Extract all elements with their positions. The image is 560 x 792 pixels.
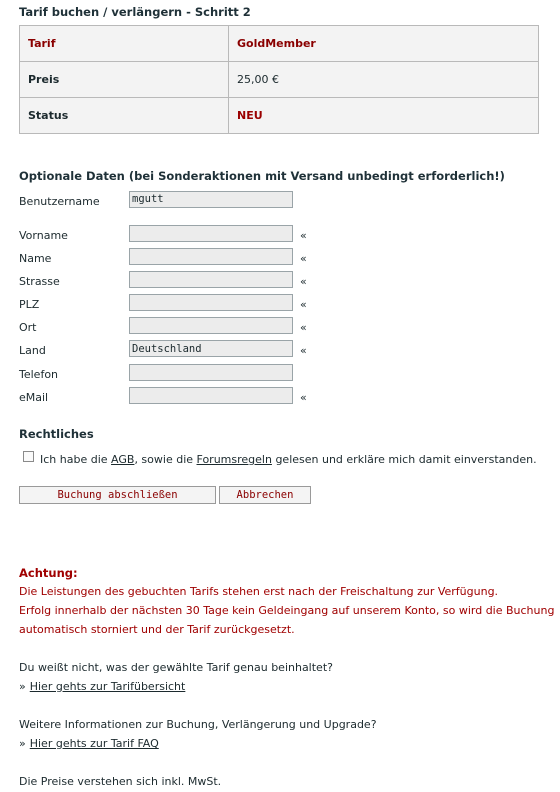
- arrow-icon: »: [19, 737, 26, 750]
- warning-heading: Achtung:: [19, 566, 78, 580]
- plz-label: PLZ: [19, 298, 40, 311]
- required-marker: «: [300, 229, 307, 242]
- plz-field[interactable]: [129, 294, 293, 311]
- cancel-button[interactable]: Abbrechen: [219, 486, 311, 504]
- warning-line: Erfolg innerhalb der nächsten 30 Tage kein Geldeingang auf unserem Konto, so wird die Buchung: [19, 604, 555, 617]
- strasse-field[interactable]: [129, 271, 293, 288]
- legal-heading: Rechtliches: [19, 427, 94, 441]
- agree-checkbox[interactable]: [23, 451, 34, 462]
- required-marker: «: [300, 275, 307, 288]
- telefon-field[interactable]: [129, 364, 293, 381]
- warning-line: Die Leistungen des gebuchten Tarifs stehen erst nach der Freischaltung zur Verfügung.: [19, 585, 499, 598]
- warning-line: automatisch storniert und der Tarif zurückgesetzt.: [19, 623, 295, 636]
- agree-text-part: gelesen und erkläre mich damit einverstanden.: [271, 453, 537, 466]
- ort-label: Ort: [19, 321, 37, 334]
- agree-text-part: , sowie die: [134, 453, 197, 466]
- vorname-field[interactable]: [129, 225, 293, 242]
- arrow-icon: »: [19, 680, 26, 693]
- required-marker: «: [300, 252, 307, 265]
- name-field[interactable]: [129, 248, 293, 265]
- email-label: eMail: [19, 391, 49, 404]
- status-badge: NEU: [229, 98, 539, 134]
- vorname-label: Vorname: [19, 229, 68, 242]
- tarif-overview-link[interactable]: Hier gehts zur Tarifübersicht: [29, 680, 186, 693]
- land-field[interactable]: [129, 340, 293, 357]
- forum-rules-link[interactable]: Forumsregeln: [196, 453, 272, 466]
- status-label: Status: [20, 98, 229, 134]
- required-marker: «: [300, 298, 307, 311]
- agb-link[interactable]: AGB: [111, 453, 135, 466]
- required-marker: «: [300, 344, 307, 357]
- username-label: Benutzername: [19, 195, 100, 208]
- tarif-label: Tarif: [20, 26, 229, 62]
- tarif-overview-row: [19, 680, 185, 693]
- price-note: Die Preise verstehen sich inkl. MwSt.: [19, 775, 222, 788]
- price-value: 25,00 €: [229, 62, 539, 98]
- optional-data-heading: Optionale Daten (bei Sonderaktionen mit Versand unbedingt erforderlich!): [19, 169, 505, 183]
- page-title: Tarif buchen / verlängern - Schritt 2: [19, 5, 251, 19]
- name-label: Name: [19, 252, 52, 265]
- agree-text-part: Ich habe die: [40, 453, 112, 466]
- required-marker: «: [300, 321, 307, 334]
- table-row: [20, 26, 539, 62]
- username-field: mgutt: [129, 191, 293, 208]
- land-label: Land: [19, 344, 46, 357]
- tarif-faq-row: [19, 737, 159, 750]
- tarif-summary-table: [19, 25, 539, 134]
- submit-booking-button[interactable]: Buchung abschließen: [19, 486, 216, 504]
- strasse-label: Strasse: [19, 275, 60, 288]
- ort-field[interactable]: [129, 317, 293, 334]
- email-field[interactable]: [129, 387, 293, 404]
- required-marker: «: [300, 391, 307, 404]
- telefon-label: Telefon: [19, 368, 59, 381]
- price-label: Preis: [20, 62, 229, 98]
- faq-question: Weitere Informationen zur Buchung, Verlängerung und Upgrade?: [19, 718, 377, 731]
- tarif-faq-link[interactable]: Hier gehts zur Tarif FAQ: [29, 737, 159, 750]
- table-row: [20, 62, 539, 98]
- tarif-value: GoldMember: [229, 26, 539, 62]
- agree-text: [40, 453, 537, 466]
- tarif-question: Du weißt nicht, was der gewählte Tarif genau beinhaltet?: [19, 661, 333, 674]
- table-row: [20, 98, 539, 134]
